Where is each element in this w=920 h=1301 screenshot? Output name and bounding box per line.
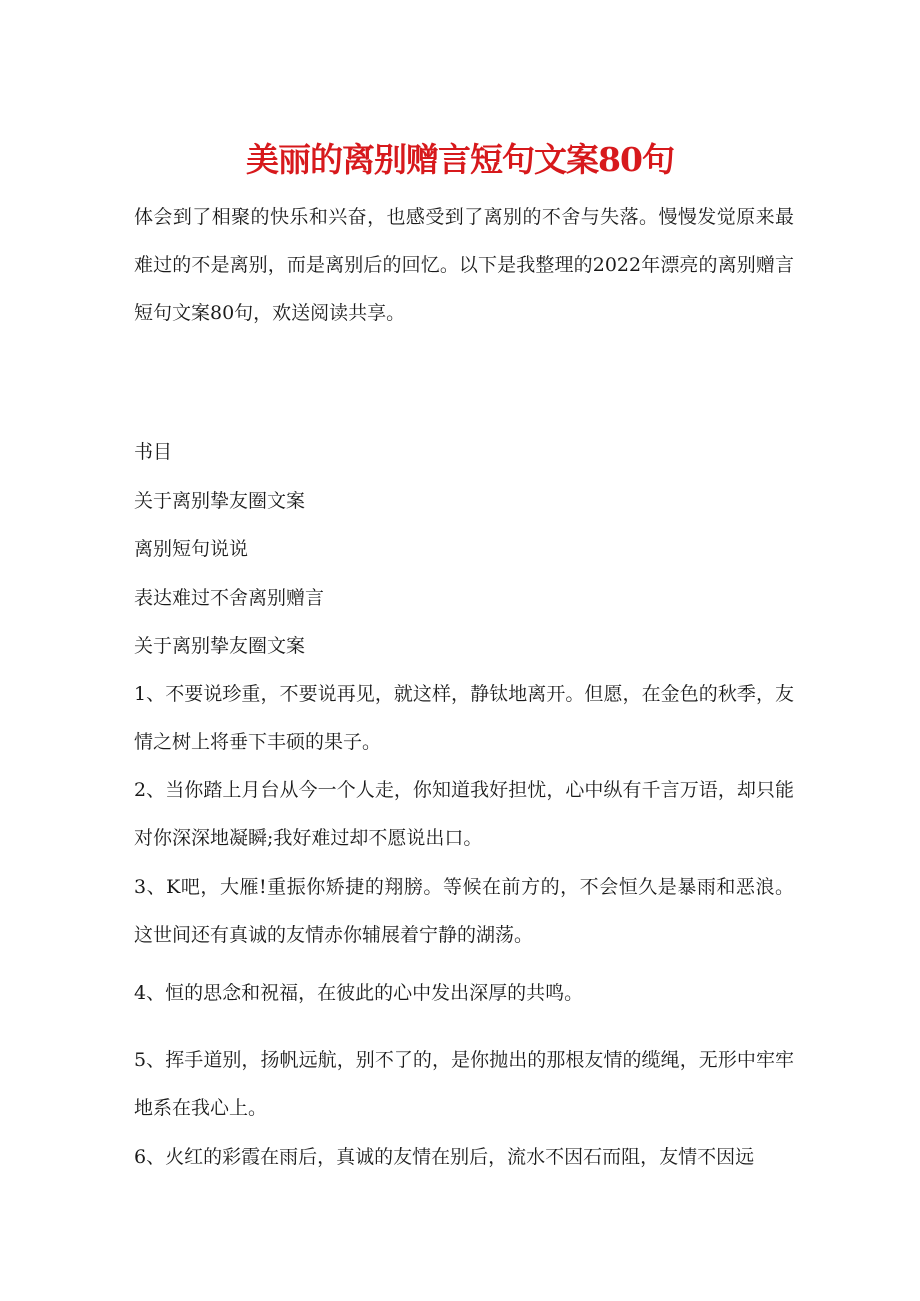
list-item: 3、K吧，大雁!重振你矫捷的翔膀。等候在前方的，不会恒久是暴雨和恶浪。这世间还有真诚的友情赤你辅展着宁静的湖荡。 [134, 876, 794, 946]
list-item: 6、火红的彩霞在雨后，真诚的友情在别后，流水不因石而阻，友情不因远 [134, 1146, 755, 1168]
list-item: 4、恒的思念和祝福，在彼此的心中发出深厚的共鸣。 [134, 982, 584, 1004]
document-title: 美丽的离别赠言短句文案80句 [246, 140, 674, 180]
toc-item: 关于离别挚友圈文案 [134, 490, 306, 512]
toc-item: 表达难过不舍离别赠言 [134, 587, 325, 609]
toc-heading: 书目 [134, 441, 173, 463]
section-heading: 关于离别挚友圈文案 [134, 635, 306, 657]
list-item: 1、不要说珍重，不要说再见，就这样，静钛地离开。但愿，在金色的秋季，友情之树上将垂下丰硕的果子。 [134, 683, 794, 753]
list-item: 2、当你踏上月台从今一个人走，你知道我好担忧，心中纵有千言万语，却只能对你深深地凝瞬;我好难过却不愿说出口。 [134, 779, 794, 849]
intro-paragraph: 体会到了相聚的快乐和兴奋，也感受到了离别的不舍与失落。慢慢发觉原来最难过的不是离别，而是离别后的回忆。以下是我整理的2022年漂亮的离别赠言短句文案80句，欢送阅读共享。 [134, 206, 794, 324]
list-item: 5、挥手道别，扬帆远航，别不了的，是你抛出的那根友情的缆绳，无形中牢牢地系在我心上。 [134, 1049, 794, 1119]
toc-item: 离别短句说说 [134, 538, 249, 560]
